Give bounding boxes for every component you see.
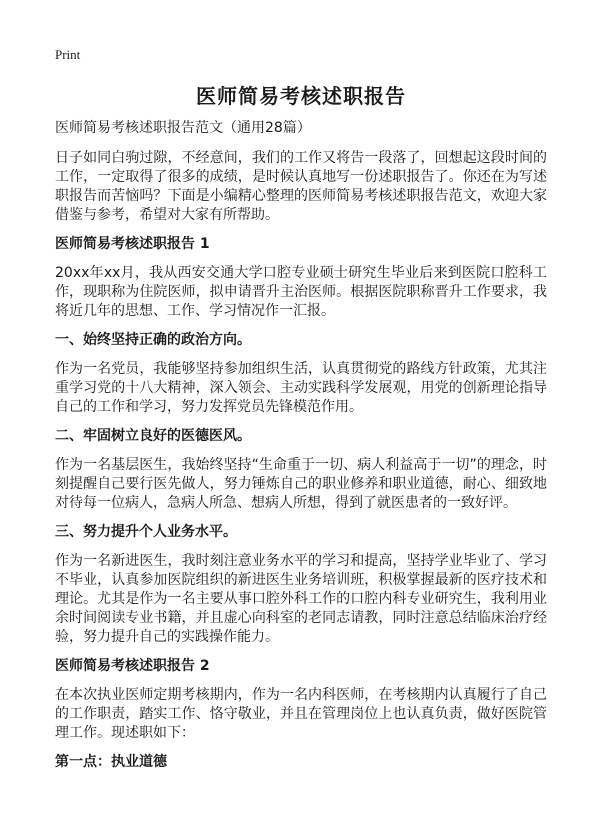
section-heading: 一、始终坚持正确的政治方向。 <box>55 332 251 348</box>
paragraph: 作为一名新进医生，我时刻注意业务水平的学习和提高，坚持学业毕业了、学习不毕业，认真参加医院组织的新进医生业务培训班，积极掌握最新的医疗技术和理论。尤其是作为一名主要从事口腔外科工作的口腔内科专业研究生，我利用业余时间阅读专业书籍，并且虚心向科室的老同志请教，同时注意总结临床治疗经验，努力提升自己的实践操作能力。 <box>55 553 547 645</box>
document-body <box>55 119 547 782</box>
section-heading: 二、牢固树立良好的医德医风。 <box>55 428 251 444</box>
section-heading: 医师简易考核述职报告 1 <box>55 236 210 252</box>
section-heading: 医师简易考核述职报告 2 <box>55 658 210 674</box>
paragraph: 作为一名党员，我能够坚持参加组织生活，认真贯彻党的路线方针政策，尤其注重学习党的十八大精神，深入领会、主动实践科学发展观，用党的创新理论指导自己的工作和学习，努力发挥党员先锋模范作用。 <box>55 361 547 415</box>
paragraph: 20xx年xx月，我从西安交通大学口腔专业硕士研究生毕业后来到医院口腔科工作，现职称为住院医师，拟申请晋升主治医师。根据医院职称晋升工作要求，我将近几年的思想、工作、学习情况作一汇报。 <box>55 265 547 319</box>
paragraph: 在本次执业医师定期考核期内，作为一名内科医师，在考核期内认真履行了自己的工作职责，踏实工作、恪守敬业，并且在管理岗位上也认真负责，做好医院管理工作。现述职如下： <box>55 687 547 741</box>
paragraph: 日子如同白驹过隙，不经意间，我们的工作又将告一段落了，回想起这段时间的工作，一定取得了很多的成绩，是时候认真地写一份述职报告了。你还在为写述职报告而苦恼吗？下面是小编精心整理的医师简易考核述职报告范文，欢迎大家借鉴与参考，希望对大家有所帮助。 <box>55 150 547 223</box>
document-title: 医师简易考核述职报告 <box>196 84 406 108</box>
paragraph: 作为一名基层医生，我始终坚持“生命重于一切、病人利益高于一切”的理念，时刻提醒自己要行医先做人，努力锤炼自己的职业修养和职业道德，耐心、细致地对待每一位病人，急病人所急、想病人所想，得到了就医患者的一致好评。 <box>55 457 547 511</box>
section-heading: 三、努力提升个人业务水平。 <box>55 524 237 540</box>
document-subtitle: 医师简易考核述职报告范文（通用28篇） <box>55 120 311 136</box>
section-heading: 第一点：执业道德 <box>55 754 167 770</box>
print-label: Print <box>55 47 81 62</box>
